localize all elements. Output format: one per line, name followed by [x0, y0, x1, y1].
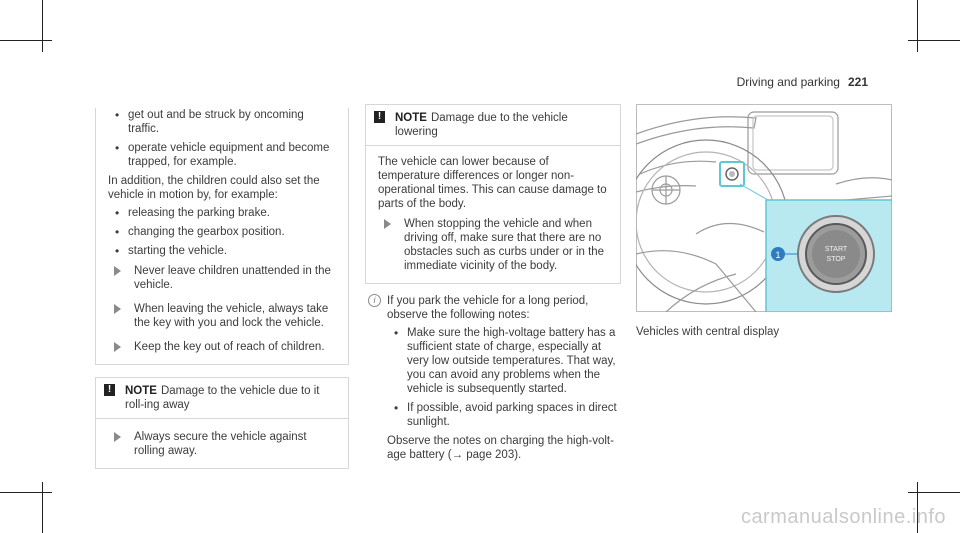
note-header	[366, 105, 620, 146]
crop-mark	[917, 0, 918, 52]
list-item: • starting the vehicle.	[108, 244, 338, 258]
list-item: • get out and be struck by oncoming traffic.	[108, 108, 338, 136]
list-item: • Make sure the high-voltage battery has a sufficient state of charge, especially at very low outside temperatures. That way, you can avoid any problems when the vehicle is subsequently started.	[387, 326, 621, 396]
start-stop-label: STOP	[826, 256, 846, 263]
action-item: Keep the key out of reach of children.	[108, 340, 338, 354]
body-text: In addition, the children could also set the vehicle in motion by, for example:	[108, 175, 320, 201]
arrow-icon	[114, 432, 121, 442]
note-title: Damage due to the vehicle lowering	[395, 112, 568, 138]
crop-mark	[908, 492, 960, 493]
info-icon: i	[368, 294, 381, 307]
page-number: 221	[847, 75, 868, 89]
note-label: NOTE	[125, 385, 157, 397]
cockpit-illustration	[636, 104, 892, 312]
page-header	[737, 75, 868, 89]
note-header	[96, 378, 348, 419]
arrow-icon	[114, 266, 121, 276]
body-text: The vehicle can lower because of temperature differences or longer non-operational times. This can cause damage to parts of the body.	[378, 156, 607, 210]
warning-continuation-box	[95, 108, 349, 365]
arrow-icon	[114, 342, 121, 352]
note-title: Damage to the vehicle due to it roll-ing away	[125, 385, 320, 411]
watermark: carmanualsonline.info	[740, 506, 946, 528]
crop-mark	[42, 0, 43, 52]
action-item: Never leave children unattended in the vehicle.	[108, 264, 338, 292]
figure	[636, 104, 892, 312]
crop-mark	[908, 40, 960, 41]
action-item: When leaving the vehicle, always take the key with you and lock the vehicle.	[108, 302, 338, 330]
crop-mark	[0, 40, 52, 41]
crop-mark	[42, 482, 43, 533]
body-text: If you park the vehicle for a long period, observe the following notes:	[387, 295, 589, 321]
callout-number: 1	[775, 250, 781, 260]
exclamation-icon: !	[104, 384, 115, 396]
start-stop-label: START	[824, 246, 848, 253]
list-item: • changing the gearbox position.	[108, 225, 338, 239]
section-title: Driving and parking	[736, 75, 840, 89]
list-item: • operate vehicle equipment and become trapped, for example.	[108, 141, 338, 169]
arrow-icon	[114, 304, 121, 314]
middle-column	[365, 104, 621, 466]
note-box	[365, 104, 621, 284]
arrow-icon	[384, 219, 391, 229]
list-item: • releasing the parking brake.	[108, 206, 338, 220]
action-item: When stopping the vehicle and when driving off, make sure that there are no obstacles such as curbs under or in the immediate vicinity of the body.	[378, 217, 610, 273]
action-item: Always secure the vehicle against rolling away.	[108, 430, 338, 458]
note-label: NOTE	[395, 112, 427, 124]
body-text: Observe the notes on charging the high-volt-age battery (→ page 203).	[387, 435, 614, 461]
crop-mark	[0, 492, 52, 493]
exclamation-icon: !	[374, 111, 385, 123]
info-note	[365, 294, 621, 462]
note-box	[95, 377, 349, 469]
list-item: • If possible, avoid parking spaces in direct sunlight.	[387, 401, 621, 429]
figure-caption: Vehicles with central display	[636, 326, 780, 338]
left-column	[95, 108, 349, 469]
